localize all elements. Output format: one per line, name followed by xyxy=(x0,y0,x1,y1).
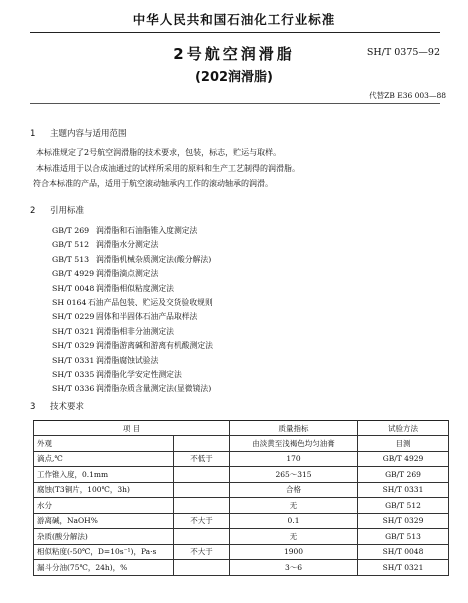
header-item: 项 目 xyxy=(34,421,230,436)
reference-code: SH/T 0336 xyxy=(52,384,95,394)
reference-name: 润滑脂游离碱和游离有机酸测定法 xyxy=(96,341,213,351)
reference-name: 润滑脂相非分油测定法 xyxy=(96,326,174,336)
reference-item xyxy=(52,254,452,268)
row-item: 外观 xyxy=(34,436,174,452)
reference-code: GB/T 512 xyxy=(52,240,90,250)
reference-code: SH/T 0335 xyxy=(52,369,95,379)
reference-code: SH/T 0048 xyxy=(52,283,95,293)
row-value: 无 xyxy=(230,498,358,514)
row-value: 无 xyxy=(230,529,358,545)
table-header-row xyxy=(34,421,449,436)
section-2-heading xyxy=(30,204,84,216)
row-value: 由淡黄至浅褐色均匀油膏 xyxy=(230,436,358,452)
row-value: 0.1 xyxy=(230,513,358,529)
reference-item xyxy=(52,283,452,297)
row-value: 1900 xyxy=(230,544,358,560)
row-method: GB/T 269 xyxy=(358,467,449,483)
reference-code: SH/T 0331 xyxy=(52,355,95,365)
reference-code: SH/T 0229 xyxy=(52,312,95,322)
section-3-heading xyxy=(30,400,84,412)
row-item: 漏斗分油(75℃，24h)，% xyxy=(34,560,174,576)
row-item: 腐蚀(T3铜片，100℃，3h) xyxy=(34,482,174,498)
table-row xyxy=(34,436,449,452)
reference-item xyxy=(52,340,452,354)
row-item: 相似粘度(-50℃，D=10s⁻¹)，Pa·s xyxy=(34,544,174,560)
row-condition: 不低于 xyxy=(174,451,230,467)
reference-name: 石油产品包装、贮运及交货验收规则 xyxy=(88,297,213,307)
reference-code: GB/T 513 xyxy=(52,254,90,264)
reference-name: 润滑脂滴点测定法 xyxy=(96,269,159,279)
reference-code: SH/T 0329 xyxy=(52,341,95,351)
reference-item xyxy=(52,225,452,239)
table-row xyxy=(34,451,449,467)
section-title: 技术要求 xyxy=(50,402,85,412)
section-title: 主题内容与适用范围 xyxy=(50,129,127,139)
row-method: SH/T 0331 xyxy=(358,482,449,498)
table-row xyxy=(34,482,449,498)
reference-code: GB/T 269 xyxy=(52,226,90,235)
reference-name: 润滑脂机械杂质测定法(酸分解法) xyxy=(96,254,212,264)
header-method: 试验方法 xyxy=(358,421,449,436)
table-row xyxy=(34,467,449,483)
table-row xyxy=(34,560,449,576)
row-value: 265～315 xyxy=(230,467,358,483)
header-rule xyxy=(30,32,440,33)
reference-code: GB/T 4929 xyxy=(52,269,95,279)
section-number: 2 xyxy=(30,206,36,216)
row-method: GB/T 513 xyxy=(358,529,449,545)
paragraph: 本标准适用于以合成油通过的试样所采用的原料和生产工艺制得的润滑脂。 xyxy=(36,164,300,173)
section-1-heading xyxy=(30,127,127,139)
section-title: 引用标准 xyxy=(50,206,85,216)
row-item: 滴点,℃ xyxy=(34,451,174,467)
row-item: 杂质(酸分解法) xyxy=(34,529,174,545)
row-method: SH/T 0329 xyxy=(358,513,449,529)
table-row xyxy=(34,498,449,514)
row-value: 170 xyxy=(230,451,358,467)
reference-code: SH 0164 xyxy=(52,297,87,307)
reference-code: SH/T 0321 xyxy=(52,326,95,336)
reference-item xyxy=(52,311,452,325)
row-item: 水分 xyxy=(34,498,174,514)
row-condition xyxy=(174,467,230,483)
reference-item xyxy=(52,297,452,311)
reference-item xyxy=(52,239,452,253)
reference-item xyxy=(52,268,452,282)
table-row xyxy=(34,529,449,545)
row-method: SH/T 0321 xyxy=(358,560,449,576)
row-condition xyxy=(174,482,230,498)
row-method: GB/T 512 xyxy=(358,498,449,514)
reference-item xyxy=(52,383,452,397)
reference-item xyxy=(52,369,452,383)
reference-list xyxy=(52,225,452,398)
standard-code: SH/T 0375—92 xyxy=(366,47,440,58)
reference-name: 润滑脂相似粘度测定法 xyxy=(96,283,174,293)
title-rule xyxy=(30,103,440,104)
reference-item xyxy=(52,355,452,369)
reference-name: 润滑脂腐蚀试验法 xyxy=(96,355,159,365)
standard-org-header: 中华人民共和国石油化工行业标准 xyxy=(132,12,336,27)
row-item: 游离碱，NaOH% xyxy=(34,513,174,529)
technical-requirements-table xyxy=(33,420,449,576)
section-number: 3 xyxy=(30,402,36,412)
row-method: GB/T 4929 xyxy=(358,451,449,467)
reference-name: 润滑脂化学安定性测定法 xyxy=(96,369,182,379)
row-method: 目测 xyxy=(358,436,449,452)
reference-name: 润滑脂和石油脂锥入度测定法 xyxy=(96,226,198,235)
row-item: 工作锥入度，0.1mm xyxy=(34,467,174,483)
section-number: 1 xyxy=(30,129,36,139)
row-value: 3～6 xyxy=(230,560,358,576)
reference-name: 润滑脂水分测定法 xyxy=(96,240,159,250)
reference-item xyxy=(52,326,452,340)
row-condition xyxy=(174,560,230,576)
row-condition xyxy=(174,498,230,514)
paragraph: 本标准规定了2号航空润滑脂的技术要求，包装，标志，贮运与取样。 xyxy=(36,148,282,157)
reference-name: 固体和半固体石油产品取样法 xyxy=(96,312,198,322)
row-method: SH/T 0048 xyxy=(358,544,449,560)
doc-title: 2号航空润滑脂 xyxy=(173,45,295,63)
paragraph: 符合本标准的产品，适用于航空滚动轴承内工作的滚动轴承的润滑。 xyxy=(33,179,273,188)
doc-subtitle: (202润滑脂) xyxy=(194,70,274,85)
table-row xyxy=(34,513,449,529)
reference-name: 润滑脂杂质含量测定法(显微镜法) xyxy=(96,384,212,394)
row-condition: 不大于 xyxy=(174,513,230,529)
row-condition xyxy=(174,529,230,545)
replaces-note: 代替ZB E36 003—88 xyxy=(369,91,446,100)
row-condition: 不大于 xyxy=(174,544,230,560)
row-condition xyxy=(174,436,230,452)
row-value: 合格 xyxy=(230,482,358,498)
table-row xyxy=(34,544,449,560)
header-value: 质量指标 xyxy=(230,421,358,436)
